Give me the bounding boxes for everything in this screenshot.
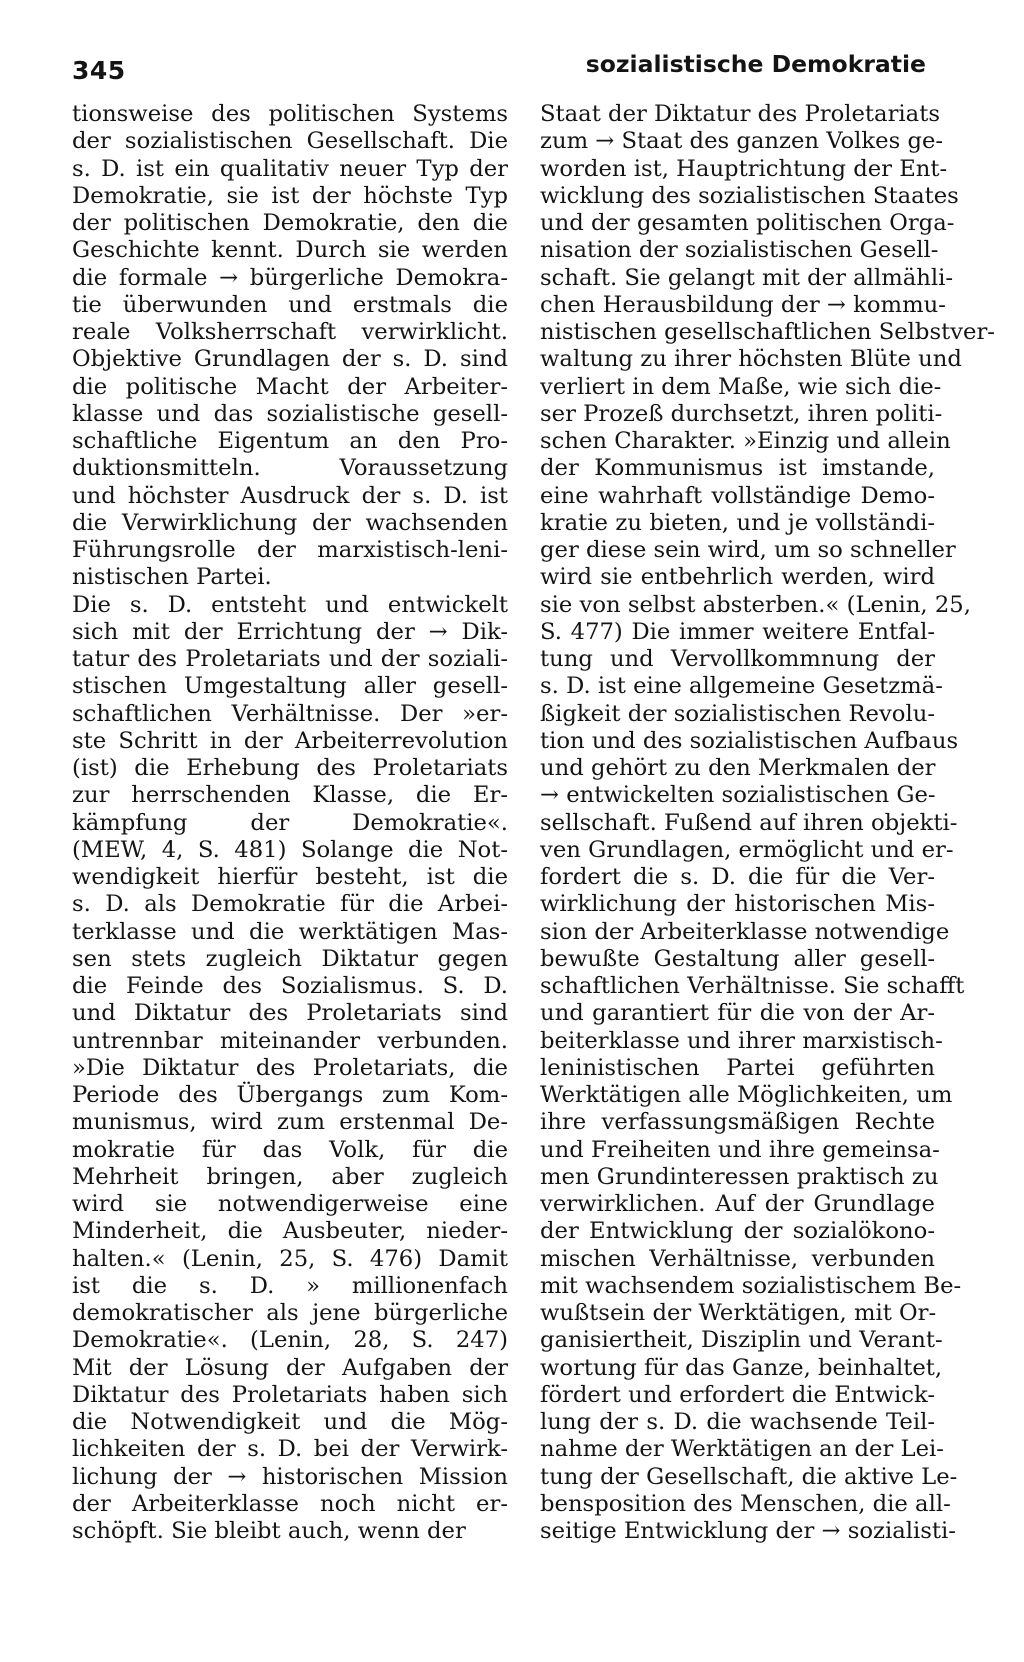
text-line: eine wahrhaft vollständige Demo- <box>540 482 935 509</box>
text-line: Periode des Übergangs zum Kom- <box>72 1082 508 1108</box>
text-line: mokratie für das Volk, für die <box>72 1136 508 1163</box>
text-line: bewußte Gestaltung aller gesell- <box>540 945 935 972</box>
text-line: ste Schritt in der Arbeiterrevolution <box>72 727 508 754</box>
running-head: sozialistische Demokratie <box>585 50 926 78</box>
text-line: zum → Staat des ganzen Volkes ge- <box>540 128 944 155</box>
text-line: der politischen Demokratie, den die <box>72 210 508 236</box>
text-line: lichung der → historischen Mission <box>72 1463 508 1490</box>
text-line: und der gesamten politischen Orga- <box>540 210 955 236</box>
text-line: leninistischen Partei geführten <box>540 1054 935 1081</box>
text-line: mischen Verhältnisse, verbunden <box>540 1245 935 1272</box>
text-line: und Freiheiten und ihre gemeinsa- <box>540 1136 940 1163</box>
text-line: schen Charakter. »Einzig und allein <box>540 428 951 454</box>
text-line: ihre verfassungsmäßigen Rechte <box>540 1109 935 1136</box>
text-line: nahme der Werktätigen an der Lei- <box>540 1436 944 1463</box>
text-line: sich mit der Errichtung der → Dik- <box>72 618 508 645</box>
left-column <box>72 101 508 1545</box>
text-line: wird sie entbehrlich werden, wird <box>540 564 935 591</box>
text-line: tionsweise des politischen Systems <box>72 101 508 127</box>
text-line: fördert und erfordert die Entwick- <box>540 1381 935 1408</box>
text-line: munismus, wird zum erstenmal De- <box>72 1109 508 1136</box>
text-line: tung der Gesellschaft, die aktive Le- <box>540 1463 958 1490</box>
text-line: der Arbeiterklasse noch nicht er- <box>72 1490 508 1517</box>
text-line: »Die Diktatur des Proletariats, die <box>72 1054 508 1081</box>
text-line: Mit der Lösung der Aufgaben der <box>72 1354 508 1381</box>
text-line: verliert in dem Maße, wie sich die- <box>540 373 942 400</box>
text-line: tie überwunden und erstmals die <box>72 291 508 318</box>
text-line: halten.« (Lenin, 25, S. 476) Damit <box>72 1245 508 1272</box>
text-line: chen Herausbildung der → kommu- <box>540 291 946 318</box>
text-line: tung und Vervollkommnung der <box>540 646 935 672</box>
text-line: und Diktatur des Proletariats sind <box>72 1000 508 1027</box>
text-line: ger diese sein wird, um so schneller <box>540 537 956 563</box>
text-line: die Notwendigkeit und die Mög- <box>72 1409 508 1435</box>
text-line: die politische Macht der Arbeiter- <box>72 373 508 400</box>
text-line: wortung für das Ganze, beinhaltet, <box>540 1354 943 1381</box>
text-line: klasse und das sozialistische gesell- <box>72 400 508 427</box>
text-line: die formale → bürgerliche Demokra- <box>72 264 508 291</box>
text-line: (MEW, 4, S. 481) Solange die Not- <box>72 836 508 863</box>
text-line: Geschichte kennt. Durch sie werden <box>72 237 508 264</box>
text-line: lung der s. D. die wachsende Teil- <box>540 1409 935 1435</box>
text-line: seitige Entwicklung der → sozialisti- <box>540 1518 956 1544</box>
text-line: s. D. ist eine allgemeine Gesetzmä- <box>540 673 943 700</box>
text-line: kämpfung der Demokratie«. <box>72 809 508 836</box>
text-line: Werktätigen alle Möglichkeiten, um <box>540 1082 953 1108</box>
text-line: schaftliche Eigentum an den Pro- <box>72 428 508 454</box>
text-line: sie von selbst absterben.« (Lenin, 25, <box>540 591 971 618</box>
text-line: wendigkeit hierfür besteht, ist die <box>72 864 508 890</box>
text-line: und garantiert für die von der Ar- <box>540 1000 935 1027</box>
text-line: reale Volksherrschaft verwirklicht. <box>72 319 508 345</box>
text-line: der Kommunismus ist imstande, <box>540 455 935 482</box>
text-line: zur herrschenden Klasse, die Er- <box>72 782 508 809</box>
text-line: sion der Arbeiterklasse notwendige <box>540 918 950 945</box>
text-line: der sozialistischen Gesellschaft. Die <box>72 128 508 155</box>
text-line: Demokratie«. (Lenin, 28, S. 247) <box>72 1327 508 1354</box>
text-line: fordert die s. D. die für die Ver- <box>540 864 935 890</box>
text-line: der Entwicklung der sozialökono- <box>540 1218 935 1245</box>
text-line: wird sie notwendigerweise eine <box>72 1191 508 1217</box>
text-line: nistischen gesellschaftlichen Selbstver- <box>540 319 995 345</box>
text-line: die Feinde des Sozialismus. S. D. <box>72 973 508 999</box>
text-line: verwirklichen. Auf der Grundlage <box>540 1191 935 1217</box>
text-line: (ist) die Erhebung des Proletariats <box>72 755 508 781</box>
text-line: und gehört zu den Merkmalen der <box>540 755 936 781</box>
text-line: stischen Umgestaltung aller gesell- <box>72 673 508 700</box>
text-line: nisation der sozialistischen Gesell- <box>540 237 939 264</box>
text-line: Mehrheit bringen, aber zugleich <box>72 1163 508 1190</box>
text-line: lichkeiten der s. D. bei der Verwirk- <box>72 1436 508 1463</box>
text-line: untrennbar miteinander verbunden. <box>72 1027 508 1054</box>
text-line: Diktatur des Proletariats haben sich <box>72 1381 508 1408</box>
text-line: wicklung des sozialistischen Staates <box>540 182 959 209</box>
text-line: bensposition des Menschen, die all- <box>540 1490 951 1517</box>
text-line: tatur des Proletariats und der soziali- <box>72 646 508 672</box>
text-line: duktionsmitteln. Voraussetzung <box>72 455 508 482</box>
right-column <box>540 101 995 1545</box>
text-line: und höchster Ausdruck der s. D. ist <box>72 482 508 509</box>
text-line: Staat der Diktatur des Proletariats <box>540 101 940 127</box>
text-line: nistischen Partei. <box>72 564 272 591</box>
text-line: Führungsrolle der marxistisch-leni- <box>72 537 508 563</box>
text-line: Minderheit, die Ausbeuter, nieder- <box>72 1218 508 1245</box>
text-line: schaft. Sie gelangt mit der allmähli- <box>540 264 954 291</box>
text-line: schaftlichen Verhältnisse. Der »er- <box>72 700 508 727</box>
text-line: ßigkeit der sozialistischen Revolu- <box>540 700 935 727</box>
text-line: s. D. ist ein qualitativ neuer Typ der <box>72 155 508 182</box>
text-line: Objektive Grundlagen der s. D. sind <box>72 346 508 373</box>
text-line: ven Grundlagen, ermöglicht und er- <box>540 836 954 863</box>
text-line: terklasse und die werktätigen Mas- <box>72 918 508 945</box>
text-line: sellschaft. Fußend auf ihren objekti- <box>540 809 958 836</box>
text-line: Die s. D. entsteht und entwickelt <box>72 591 508 618</box>
text-line: Demokratie, sie ist der höchste Typ <box>72 182 508 209</box>
text-line: men Grundinteressen praktisch zu <box>540 1163 939 1190</box>
text-line: wußtsein der Werktätigen, mit Or- <box>540 1300 937 1326</box>
text-line: ganisiertheit, Disziplin und Verant- <box>540 1327 943 1354</box>
text-line: ser Prozeß durchsetzt, ihren politi- <box>540 400 943 427</box>
text-line: schöpft. Sie bleibt auch, wenn der <box>72 1518 466 1544</box>
text-line: ist die s. D. » millionenfach <box>72 1272 508 1299</box>
page-number: 345 <box>72 56 126 85</box>
text-line: S. 477) Die immer weitere Entfal- <box>540 618 935 645</box>
text-line: mit wachsendem sozialistischem Be- <box>540 1272 962 1299</box>
text-line: s. D. als Demokratie für die Arbei- <box>72 891 508 918</box>
text-line: beiterklasse und ihrer marxistisch- <box>540 1027 943 1054</box>
text-line: wirklichung der historischen Mis- <box>540 891 935 918</box>
text-line: demokratischer als jene bürgerliche <box>72 1300 508 1326</box>
text-line: schaftlichen Verhältnisse. Sie schafft <box>540 973 965 999</box>
text-line: sen stets zugleich Diktatur gegen <box>72 945 508 972</box>
text-line: waltung zu ihrer höchsten Blüte und <box>540 346 962 373</box>
text-line: worden ist, Hauptrichtung der Ent- <box>540 155 948 182</box>
text-line: tion und des sozialistischen Aufbaus <box>540 727 959 754</box>
text-line: die Verwirklichung der wachsenden <box>72 509 508 536</box>
text-line: kratie zu bieten, und je vollständi- <box>540 509 935 536</box>
text-line: → entwickelten sozialistischen Ge- <box>540 782 936 809</box>
